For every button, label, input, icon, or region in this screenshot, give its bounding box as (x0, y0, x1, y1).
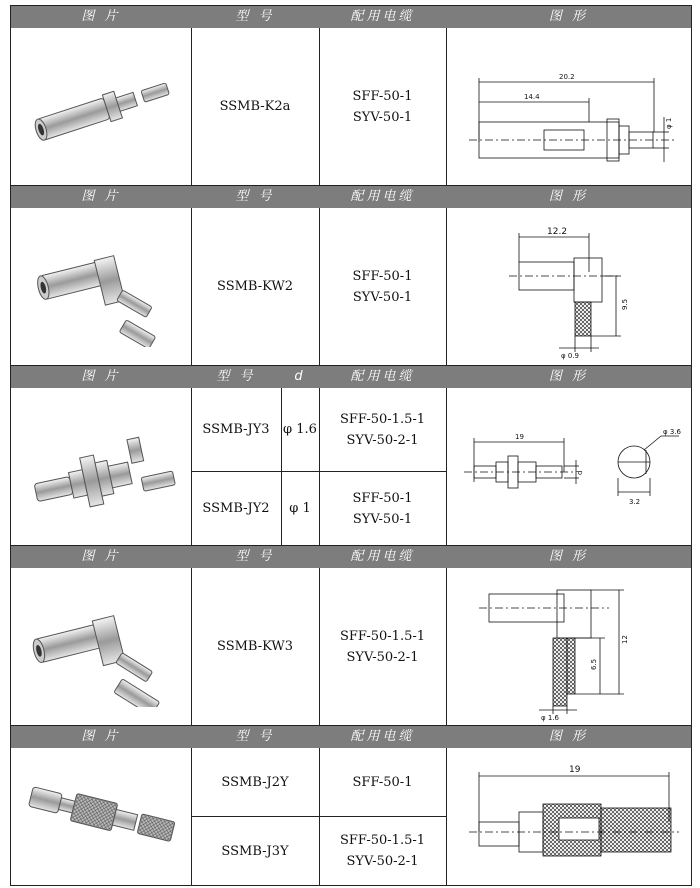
header-cable: 配用电缆 (350, 369, 415, 384)
cable-type: SYV-50-2-1 (346, 854, 419, 869)
table-row (11, 388, 691, 546)
cable-types (319, 817, 446, 885)
dimension-label: 20.2 (558, 72, 575, 81)
connector-photo-plug (16, 762, 186, 872)
cable-type: SFF-50-1.5-1 (339, 833, 426, 848)
header-drawing: 图 形 (548, 369, 589, 384)
dimension-drawing (449, 572, 689, 722)
connector-photo-bulkhead (16, 407, 186, 527)
header-model: 型 号 (235, 9, 275, 24)
technical-drawing (446, 208, 691, 365)
model-number: SSMB-JY3 (202, 422, 270, 437)
table-header (11, 366, 691, 388)
header-drawing: 图 形 (548, 729, 589, 744)
connector-photo-right-angle (16, 587, 186, 707)
dimension-label: 3.2 (628, 497, 640, 506)
header-picture: 图 片 (81, 549, 121, 564)
cable-type: SFF-50-1.5-1 (339, 628, 426, 644)
model-number: SSMB-KW3 (217, 639, 293, 654)
dimension-drawing (449, 32, 689, 182)
technical-drawing (446, 748, 691, 885)
model-number: SSMB-J3Y (221, 843, 289, 859)
dimension-label: 12.2 (546, 226, 567, 237)
product-photo (11, 388, 191, 545)
cable-type: SFF-50-1 (352, 268, 413, 284)
technical-drawing (446, 568, 691, 725)
product-photo (11, 748, 191, 885)
diameter-value: φ 1 (289, 501, 311, 516)
table-header (11, 726, 691, 748)
cable-type: SFF-50-1.5-1 (339, 411, 426, 427)
dimension-label: φ 1 (664, 117, 673, 129)
table-header (11, 6, 691, 28)
cable-type: SFF-50-1 (352, 88, 413, 104)
dimension-label: φ 1.6 (540, 713, 559, 722)
cable-type: SYV-50-1 (352, 289, 413, 305)
dimension-drawing (449, 212, 689, 362)
technical-drawing (446, 28, 691, 185)
header-model: 型 号 (235, 189, 275, 204)
header-drawing: 图 形 (548, 549, 589, 564)
technical-drawing (446, 388, 691, 545)
cable-types (319, 28, 446, 185)
model-number: SSMB-J2Y (221, 774, 289, 790)
header-model: 型 号 (235, 729, 275, 744)
table-row (11, 28, 691, 186)
model-number: SSMB-JY2 (202, 501, 270, 516)
header-picture: 图 片 (81, 729, 121, 744)
connector-photo-straight (16, 47, 186, 167)
dimension-label: d (575, 470, 584, 475)
table-row (11, 748, 691, 885)
dimension-label: 12 (620, 634, 629, 644)
dimension-label: 6.5 (589, 658, 598, 670)
cable-types (319, 208, 446, 365)
connector-photo-right-angle (16, 227, 186, 347)
cable-types (319, 472, 446, 545)
product-photo (11, 208, 191, 365)
dimension-label: 19 (568, 764, 580, 775)
diameter-value: φ 1.6 (283, 422, 317, 437)
cable-type: SYV-50-2-1 (346, 432, 419, 448)
connector-catalog-table (10, 5, 692, 886)
header-picture: 图 片 (81, 189, 121, 204)
header-cable: 配用电缆 (350, 189, 415, 204)
cable-type: SYV-50-2-1 (346, 649, 419, 665)
header-cable: 配用电缆 (350, 9, 415, 24)
model-number: SSMB-KW2 (217, 279, 293, 294)
table-row (11, 568, 691, 726)
dimension-drawing (449, 752, 689, 882)
header-drawing: 图 形 (548, 9, 589, 24)
dimension-drawing (449, 392, 689, 542)
dimension-label: 14.4 (523, 92, 540, 101)
header-drawing: 图 形 (548, 189, 589, 204)
header-model: 型 号 (235, 549, 275, 564)
cable-type: SFF-50-1 (352, 490, 413, 506)
dimension-label: φ 3.6 (662, 427, 681, 436)
dimension-label: 9.5 (620, 298, 629, 310)
table-header (11, 546, 691, 568)
cable-type: SFF-50-1 (352, 774, 413, 790)
header-picture: 图 片 (81, 369, 121, 384)
header-cable: 配用电缆 (350, 729, 415, 744)
cable-type: SYV-50-1 (352, 511, 413, 527)
dimension-label: 19 (514, 432, 524, 441)
cable-types (319, 568, 446, 725)
cable-type: SYV-50-1 (352, 109, 413, 125)
table-header (11, 186, 691, 208)
dimension-label: φ 0.9 (560, 351, 579, 360)
product-photo (11, 28, 191, 185)
model-number: SSMB-K2a (219, 99, 291, 114)
product-photo (11, 568, 191, 725)
header-model: 型 号 (216, 369, 256, 384)
header-cable: 配用电缆 (350, 549, 415, 564)
header-picture: 图 片 (81, 9, 121, 24)
header-diameter: d (294, 369, 306, 384)
table-row (11, 208, 691, 366)
cable-types (319, 388, 446, 471)
